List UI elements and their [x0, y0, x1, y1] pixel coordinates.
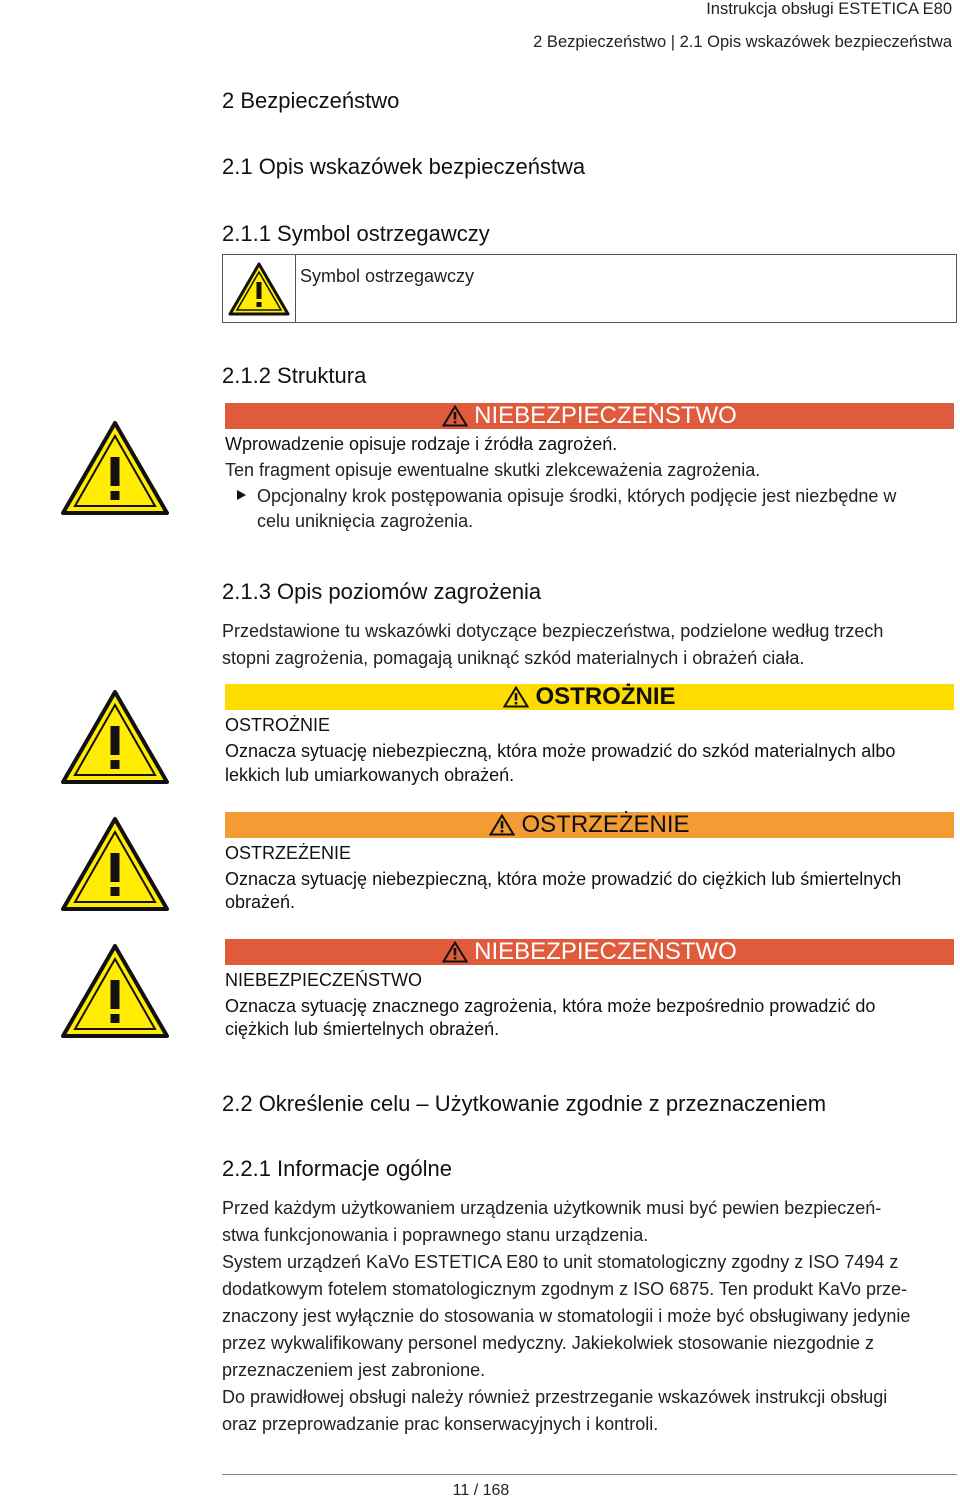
warning-triangle-icon	[60, 943, 170, 1039]
section-heading-2-2: 2.2 Określenie celu – Użytkowanie zgodnie z przeznaczeniem	[222, 1091, 827, 1116]
general-info-line: znaczony jest wyłącznie do stosowania w stomatologii i może być obsługiwany jedynie	[222, 1306, 911, 1326]
hazard-intro: Wprowadzenie opisuje rodzaje i źródła zagrożeń.	[225, 434, 618, 454]
general-info-line: przeznaczeniem jest zabronione.	[222, 1360, 486, 1380]
section-heading-2-1: 2.1 Opis wskazówek bezpieczeństwa	[222, 154, 586, 179]
general-info-line: stwa funkcjonowania i poprawnego stanu urządzenia.	[222, 1225, 649, 1245]
step-arrow-icon	[237, 490, 247, 500]
page-number-text: 11 / 168	[452, 1482, 510, 1499]
general-info-line: System urządzeń KaVo ESTETICA E80 to unit stomatologiczny zgodny z ISO 7494 z	[222, 1252, 899, 1272]
section-heading-2-1-2: 2.1.2 Struktura	[222, 363, 367, 388]
danger-banner	[225, 939, 954, 965]
danger-banner	[225, 403, 954, 429]
warning-triangle-icon	[442, 941, 468, 963]
level-desc-warning-line2: obrażeń.	[225, 892, 296, 912]
level-name-caution: OSTROŻNIE	[225, 715, 331, 735]
levels-intro-line1: Przedstawione tu wskazówki dotyczące bezpieczeństwa, podzielone według trzech	[222, 621, 884, 641]
hazard-step-line1: Opcjonalny krok postępowania opisuje środki, których podjęcie jest niezbędne w	[257, 486, 897, 506]
level-desc-danger-line2: ciężkich lub śmiertelnych obrażeń.	[225, 1019, 500, 1039]
warning-triangle-icon	[442, 405, 468, 427]
section-heading-2-1-3: 2.1.3 Opis poziomów zagrożenia	[222, 579, 542, 604]
warning-triangle-icon	[489, 814, 515, 836]
warning-banner	[225, 812, 954, 838]
general-info-line: Przed każdym użytkowaniem urządzenia użytkownik musi być pewien bezpieczeń-	[222, 1198, 882, 1218]
warning-triangle-icon	[503, 686, 529, 708]
banner-label: NIEBEZPIECZEŃSTWO	[474, 938, 737, 965]
hazard-consequence: Ten fragment opisuje ewentualne skutki zlekceważenia zagrożenia.	[225, 460, 761, 480]
banner-label: OSTRZEŻENIE	[521, 811, 690, 838]
warning-symbol-table	[222, 254, 957, 323]
level-name-warning: OSTRZEŻENIE	[225, 843, 352, 863]
general-info-line: dodatkowym fotelem stomatologicznym zgodnym z ISO 6875. Ten produkt KaVo prze-	[222, 1279, 908, 1299]
warning-triangle-icon	[228, 262, 290, 316]
banner-label: OSTROŻNIE	[535, 683, 676, 710]
level-desc-danger-line1: Oznacza sytuację znacznego zagrożenia, która może bezpośrednio prowadzić do	[225, 996, 876, 1016]
section-heading-2-1-1: 2.1.1 Symbol ostrzegawczy	[222, 221, 490, 246]
document-title: Instrukcja obsługi ESTETICA E80	[706, 0, 952, 18]
general-info-line: oraz przeprowadzanie prac konserwacyjnych i kontroli.	[222, 1414, 659, 1434]
level-name-danger: NIEBEZPIECZEŃSTWO	[225, 970, 423, 990]
caution-banner	[225, 684, 954, 710]
level-desc-caution-line1: Oznacza sytuację niebezpieczną, która może prowadzić do szkód materialnych albo	[225, 741, 896, 761]
hazard-step-line2: celu uniknięcia zagrożenia.	[257, 511, 474, 531]
warning-triangle-icon	[60, 420, 170, 516]
warning-triangle-icon	[60, 816, 170, 912]
page-number	[0, 1482, 960, 1500]
levels-intro-line2: stopni zagrożenia, pomagają uniknąć szkód materialnych i obrażeń ciała.	[222, 648, 805, 668]
symbol-cell	[223, 255, 296, 322]
footer-divider	[222, 1474, 957, 1475]
general-info-line: przez wykwalifikowany personel medyczny. Jakiekolwiek stosowanie niezgodnie z	[222, 1333, 874, 1353]
level-desc-warning-line1: Oznacza sytuację niebezpieczną, która może prowadzić do ciężkich lub śmiertelnych	[225, 869, 902, 889]
warning-triangle-icon	[60, 689, 170, 785]
section-heading-2-2-1: 2.2.1 Informacje ogólne	[222, 1156, 452, 1181]
symbol-description: Symbol ostrzegawczy	[300, 266, 475, 286]
chapter-heading: 2 Bezpieczeństwo	[222, 88, 400, 113]
general-info-line: Do prawidłowej obsługi należy również przestrzeganie wskazówek instrukcji obsługi	[222, 1387, 888, 1407]
banner-label: NIEBEZPIECZEŃSTWO	[474, 402, 737, 429]
level-desc-caution-line2: lekkich lub umiarkowanych obrażeń.	[225, 765, 515, 785]
section-breadcrumb: 2 Bezpieczeństwo | 2.1 Opis wskazówek bezpieczeństwa	[533, 33, 952, 51]
